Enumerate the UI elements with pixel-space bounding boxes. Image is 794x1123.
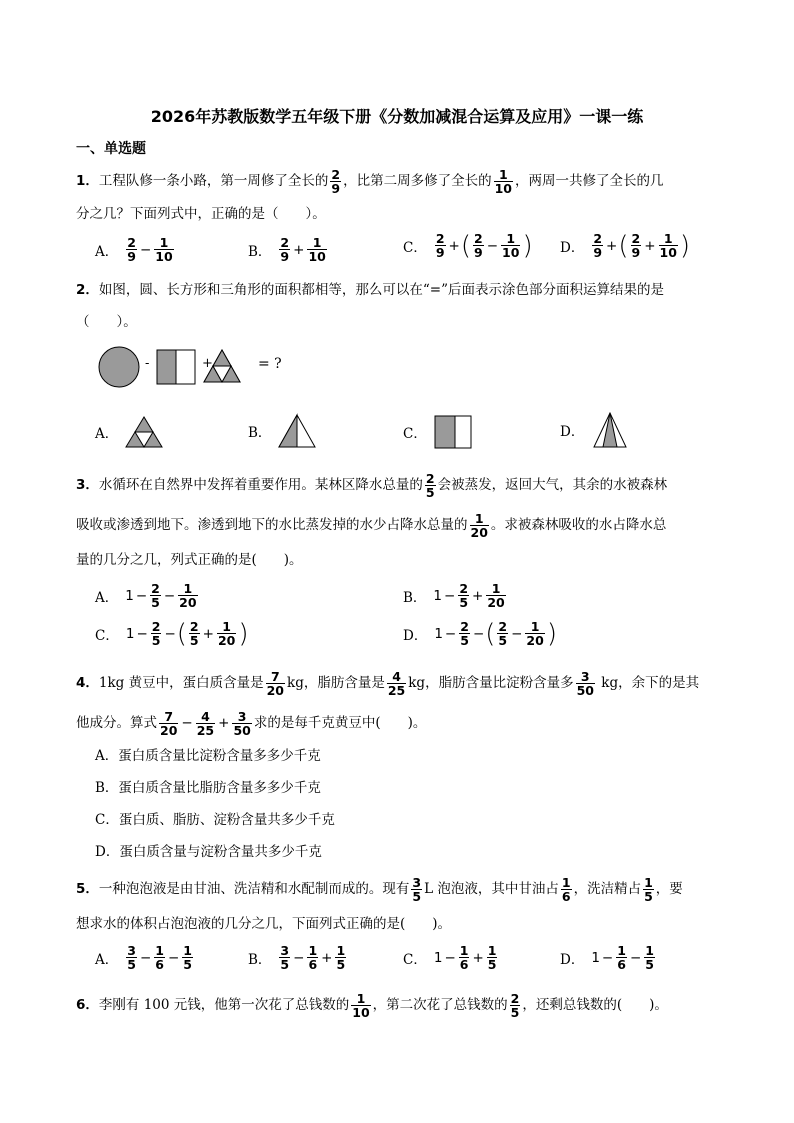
q1-option-c[interactable]: C． $\frac{2}{9}$ + ( $\frac{2}{9}$ − $\frac{1}{10}$ )	[403, 230, 533, 261]
q2-number: 2．	[76, 282, 99, 298]
q2-option-d[interactable]: D．	[560, 411, 630, 449]
shaded-circle	[99, 347, 139, 387]
q1-line2: 分之几？下面列式中，正确的是（ ）。	[76, 206, 326, 222]
q2-line1: 2．如图，圆、长方形和三角形的面积都相等，那么可以在“=”后面表示涂色部分面积运算结果的是	[76, 282, 665, 298]
q5-option-d[interactable]: D． 1 − $\frac{1}{6}$ − $\frac{1}{5}$	[560, 943, 654, 972]
q3-line2: 吸收或渗透到地下。渗透到地下的水比蒸发掉的水少占降水总量的 $\frac{1}{20}$ 。求被森林吸收的水占降水总	[76, 511, 667, 540]
q4-line1: 4．1kg 黄豆中，蛋白质含量是 $\frac{7}{20}$ kg，脂肪含量是 $\frac{4}{25}$ kg，脂肪含量比淀粉含量多 $\frac{3}{50}$ kg，余下的是其	[76, 669, 700, 698]
q5-number: 5．	[76, 881, 99, 897]
q4-option-b[interactable]: B．蛋白质含量比脂肪含量多多少千克	[95, 780, 321, 796]
q5-option-a[interactable]: A． $\frac{3}{5}$ − $\frac{1}{6}$ − $\frac{1}{5}$	[95, 943, 192, 972]
q1-option-d[interactable]: D． $\frac{2}{9}$ + ( $\frac{2}{9}$ + $\frac{1}{10}$ )	[560, 230, 691, 261]
q6-line1: 6．李刚有 100 元钱，他第一次花了总钱数的 $\frac{1}{10}$ ，第二次花了总钱数的 $\frac{2}{5}$ ，还剩总钱数的( )。	[76, 991, 668, 1020]
q5-option-b[interactable]: B． $\frac{3}{5}$ − $\frac{1}{6}$ + $\frac{1}{5}$	[248, 943, 346, 972]
q4-option-d[interactable]: D．蛋白质含量与淀粉含量共多少千克	[95, 844, 322, 860]
minus-sign: -	[145, 356, 150, 371]
q3-number: 3．	[76, 477, 99, 493]
equals-question: = ?	[258, 356, 282, 372]
fraction: $\frac{2}{9}$	[331, 167, 341, 196]
fraction: $\frac{1}{10}$	[494, 167, 513, 196]
triangle-option-b-icon	[277, 413, 317, 449]
q5-line1: 5．一种泡泡液是由甘油、洗洁精和水配制而成的。现有 $\frac{3}{5}$ L 泡泡液，其中甘油占 $\frac{1}{6}$ ，洗洁精占 $\frac{1}{5}$ ，要	[76, 875, 683, 904]
q3-line1: 3．水循环在自然界中发挥着重要作用。某林区降水总量的 $\frac{2}{5}$ 会被蒸发，返回大气，其余的水被森林	[76, 471, 668, 500]
q3-option-a[interactable]: A． 1 − $\frac{2}{5}$ − $\frac{1}{20}$	[95, 581, 197, 610]
q3-option-c[interactable]: C． 1 − $\frac{2}{5}$ − ( $\frac{2}{5}$ + $\frac{1}{20}$ )	[95, 618, 249, 649]
q4-option-a[interactable]: A．蛋白质含量比淀粉含量多多少千克	[95, 748, 321, 764]
q2-line2: （ ）。	[76, 314, 137, 330]
rectangle-shaded-half	[157, 350, 176, 384]
q2-option-b[interactable]: B．	[248, 413, 317, 449]
plus-sign: +	[202, 356, 213, 371]
triangle-option-d-icon	[590, 411, 630, 449]
q2-option-a[interactable]: A．	[95, 415, 164, 449]
q1-line1: 1．工程队修一条小路，第一周修了全长的 $\frac{2}{9}$ ，比第二周多修了全长的 $\frac{1}{10}$ ，两周一共修了全长的几	[76, 167, 664, 196]
q5-option-c[interactable]: C． 1 − $\frac{1}{6}$ + $\frac{1}{5}$	[403, 943, 497, 972]
section-heading: 一、单选题	[76, 141, 146, 157]
q1-option-a[interactable]: A． $\frac{2}{9}$ − $\frac{1}{10}$	[95, 235, 173, 264]
q2-option-c[interactable]: C．	[403, 414, 473, 450]
q4-line2: 他成分。算式 $\frac{7}{20}$ − $\frac{4}{25}$ + $\frac{3}{50}$ 求的是每千克黄豆中( )。	[76, 709, 427, 738]
q4-number: 4．	[76, 675, 99, 691]
q1-number: 1．	[76, 173, 99, 189]
q4-option-c[interactable]: C．蛋白质、脂肪、淀粉含量共多少千克	[95, 812, 335, 828]
q6-number: 6．	[76, 997, 99, 1013]
q3-line3: 量的几分之几，列式正确的是( )。	[76, 552, 303, 568]
page-title: 2026年苏教版数学五年级下册《分数加减混合运算及应用》一课一练	[150, 107, 644, 126]
q1-option-b[interactable]: B． $\frac{2}{9}$ + $\frac{1}{10}$	[248, 235, 326, 264]
q5-line2: 想求水的体积占泡泡液的几分之几，下面列式正确的是( )。	[76, 916, 452, 932]
rectangle-option-c-icon	[433, 414, 473, 450]
q3-option-d[interactable]: D． 1 − $\frac{2}{5}$ − ( $\frac{2}{5}$ − $\frac{1}{20}$ )	[403, 618, 557, 649]
triangle-option-a-icon	[124, 415, 164, 449]
q3-option-b[interactable]: B． 1 − $\frac{2}{5}$ + $\frac{1}{20}$	[403, 581, 505, 610]
